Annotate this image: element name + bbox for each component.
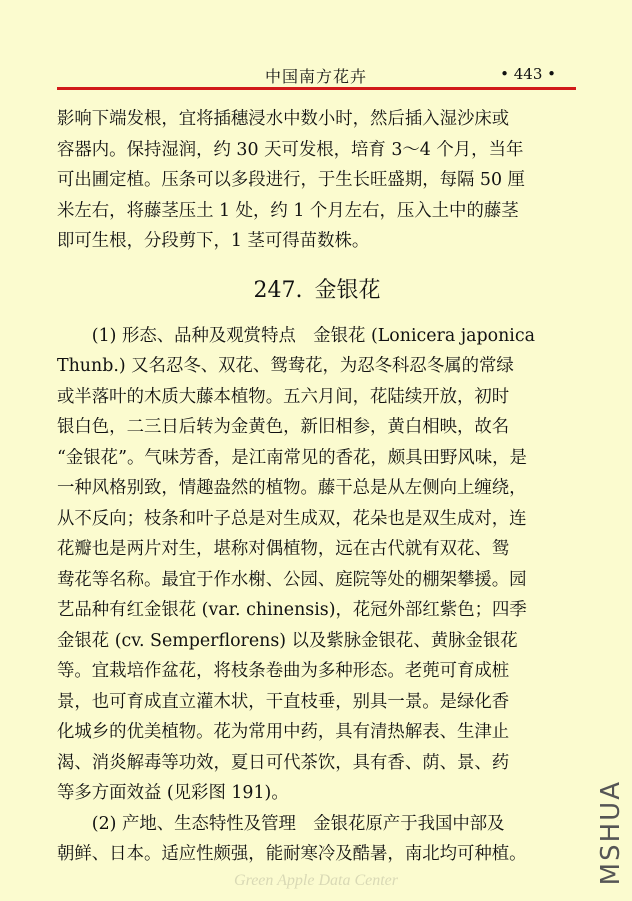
text-line: 影响下端发根，宜将插穗浸水中数小时，然后插入湿沙床或 [57, 109, 510, 129]
section-title: 金银花 [314, 277, 381, 303]
running-header-title: 中国南方花卉 [264, 67, 367, 86]
section-heading [57, 271, 577, 311]
text-line: 可出圃定植。压条可以多段进行，于生长旺盛期，每隔 50 厘 [57, 170, 525, 190]
text-line: “金银花”。气味芳香，是江南常见的香花，颇具田野风味，是 [57, 447, 527, 468]
header-rule [57, 87, 576, 90]
text-line: 即可生根，分段剪下，1 茎可得苗数株。 [57, 231, 370, 251]
text-line: 金银花 (cv. Semperflorens) 以及紫脉金银花、黄脉金银花 [57, 630, 518, 651]
page-number: • 443 • [500, 65, 556, 83]
section-number: 247. [253, 277, 303, 303]
text-line: (2) 产地、生态特性及管理 金银花原产于我国中部及 [57, 813, 505, 834]
text-line: 容器内。保持湿润，约 30 天可发根，培育 3～4 个月，当年 [57, 139, 524, 160]
text-line: 或半落叶的木质大藤本植物。五六月间，花陆续开放，初时 [57, 386, 510, 407]
text-line: 一种风格别致，情趣盎然的植物。藤干总是从左侧向上缠绕， [57, 478, 527, 498]
text-line: 朝鲜、日本。适应性颇强，能耐寒冷及酷暑，南北均可种植。 [57, 844, 527, 864]
text-line: 从不反向；枝条和叶子总是对生成双，花朵也是双生成对，连 [57, 508, 527, 529]
text-line: 等。宜栽培作盆花，将枝条卷曲为多种形态。老蔸可育成桩 [57, 661, 510, 681]
text-line: 等多方面效益 (见彩图 191)。 [57, 783, 289, 803]
text-line: 艺品种有红金银花 (var. chinensis)，花冠外部红紫色；四季 [57, 600, 527, 620]
text-line: 鸯花等名称。最宜于作水榭、公园、庭院等处的棚架攀援。园 [57, 569, 527, 590]
paragraph-morphology [57, 321, 577, 809]
text-line: 花瓣也是两片对生，堪称对偶植物，远在古代就有双花、鸳 [57, 539, 510, 559]
page-body [57, 104, 577, 870]
text-line: 米左右，将藤茎压土 1 处，约 1 个月左右，压入土中的藤茎 [57, 200, 519, 221]
text-line: 银白色，二三日后转为金黄色，新旧相参，黄白相映，故名 [57, 417, 510, 437]
text-line: Thunb.) 又名忍冬、双花、鸳鸯花，为忍冬科忍冬属的常绿 [57, 356, 514, 376]
bottom-watermark: Green Apple Data Center [234, 872, 398, 889]
text-line: 化城乡的优美植物。花为常用中药，具有清热解表、生津止 [57, 722, 510, 742]
paragraph-habitat [57, 809, 577, 870]
text-line: (1) 形态、品种及观赏特点 金银花 (Lonicera japonica [57, 325, 535, 346]
text-line: 渴、消炎解毒等功效，夏日可代茶饮，具有香、荫、景、药 [57, 752, 510, 773]
text-line: 景，也可育成直立灌木状，干直枝垂，别具一景。是绿化香 [57, 691, 510, 712]
paragraph-propagation [57, 104, 577, 257]
side-watermark: MSHUA [596, 780, 626, 886]
